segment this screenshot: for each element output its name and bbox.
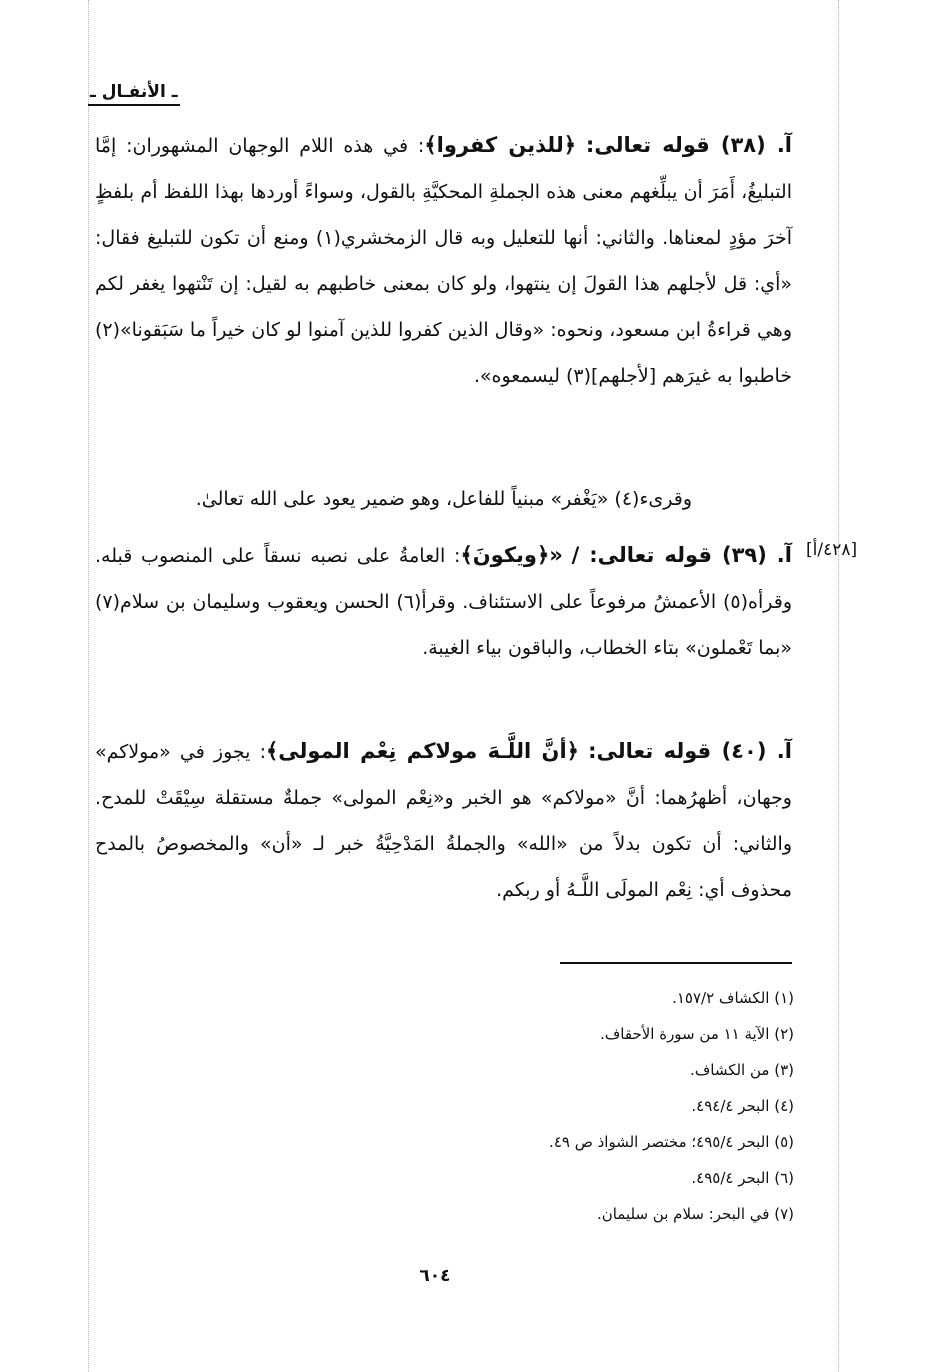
verse-label: آ. (٣٨) قوله تعالى:: [585, 133, 793, 157]
quran-quote: ﴿للذين كفروا﴾: [424, 133, 577, 157]
quran-quote: «﴿ويكونَ﴾: [460, 543, 563, 567]
verse-label: آ. (٣٩) قوله تعالى: /: [571, 543, 792, 567]
footnotes-list: [300, 980, 794, 1232]
paragraph-verse-39: [95, 532, 792, 671]
footnote-item: (٥) البحر ٤٩٥/٤؛ مختصر الشواذ ص ٤٩.: [549, 1133, 794, 1151]
footnote-divider: [560, 962, 792, 964]
footnote-item: (٦) البحر ٤٩٥/٤.: [691, 1169, 794, 1187]
paragraph-verse-40: [95, 728, 792, 913]
footnote-item: (٢) الآية ١١ من سورة الأحقاف.: [599, 1025, 794, 1043]
scan-edge-left: [88, 0, 89, 1372]
scan-edge-right: [838, 0, 839, 1372]
commentary-text: : يجوز في «مولاكم» وجهان، أظهرُهما: أنَّ «مولاكم» هو الخبر و«نِعْم المولى» جملةٌ مستقلة سِيْقَتْ للمدح. والثاني: أن تكون بدلاً من «الله» والجملةُ المَدْحِيَّةُ خبر لـ «أن» والمخصوصُ بالمدح محذوف أي: نِعْم المولَى اللَّـهُ أو ربكم.: [95, 741, 792, 901]
commentary-text: : العامةُ على نصبه نسقاً على المنصوب قبله. وقرأه(٥) الأعمشُ مرفوعاً على الاستئناف. وقرأ(٦) الحسن ويعقوب وسليمان بن سلام(٧) «بما تَعْملون» بتاء الخطاب، والباقون بياء الغيبة.: [95, 545, 792, 659]
footnote-item: (٤) البحر ٤٩٤/٤.: [691, 1097, 794, 1115]
quran-quote: ﴿أنَّ اللَّـهَ مولاكم نِعْم المولى﴾: [265, 739, 579, 763]
footnote-item: (٣) من الكشاف.: [689, 1061, 794, 1079]
paragraph-reading-note: وقرىء(٤) «يَغْفر» مبنياً للفاعل، وهو ضمير يعود على الله تعالىٰ.: [195, 488, 692, 510]
margin-folio-ref: [٤٢٨/أ]: [806, 540, 858, 560]
footnote-item: (١) الكشاف ١٥٧/٢.: [672, 989, 794, 1007]
running-head: ـ الأنفـال ـ: [90, 82, 178, 102]
paragraph-verse-38: [95, 122, 792, 399]
commentary-text: : في هذه اللام الوجهان المشهوران: إمَّا التبليغُ، أَمَرَ أن يبلِّغهم معنى هذه الجملةِ المحكيَّةِ بالقول، وسواءً أوردها بهذا اللفظ أم بلفظٍ آخرَ مؤدٍ لمعناها. والثاني: أنها للتعليل وبه قال الزمخشري(١) ومنع أن تكون للتبليغ فقال: «أي: قل لأجلهم هذا القولَ إن ينتهوا، ولو كان بمعنى خاطبهم به لقيل: إن تَنْتهوا يغفر لكم وهي قراءةُ ابن مسعود، ونحوه: «وقال الذين كفروا للذين آمنوا لو كان خيراً ما سَبَقونا»(٢) خاطبوا به غيرَهم [لأجلهم](٣) ليسمعوه».: [95, 135, 792, 387]
verse-label: آ. (٤٠) قوله تعالى:: [588, 739, 792, 763]
page-number: ٦٠٤: [419, 1266, 451, 1286]
footnote-item: (٧) في البحر: سلام بن سليمان.: [596, 1205, 794, 1223]
